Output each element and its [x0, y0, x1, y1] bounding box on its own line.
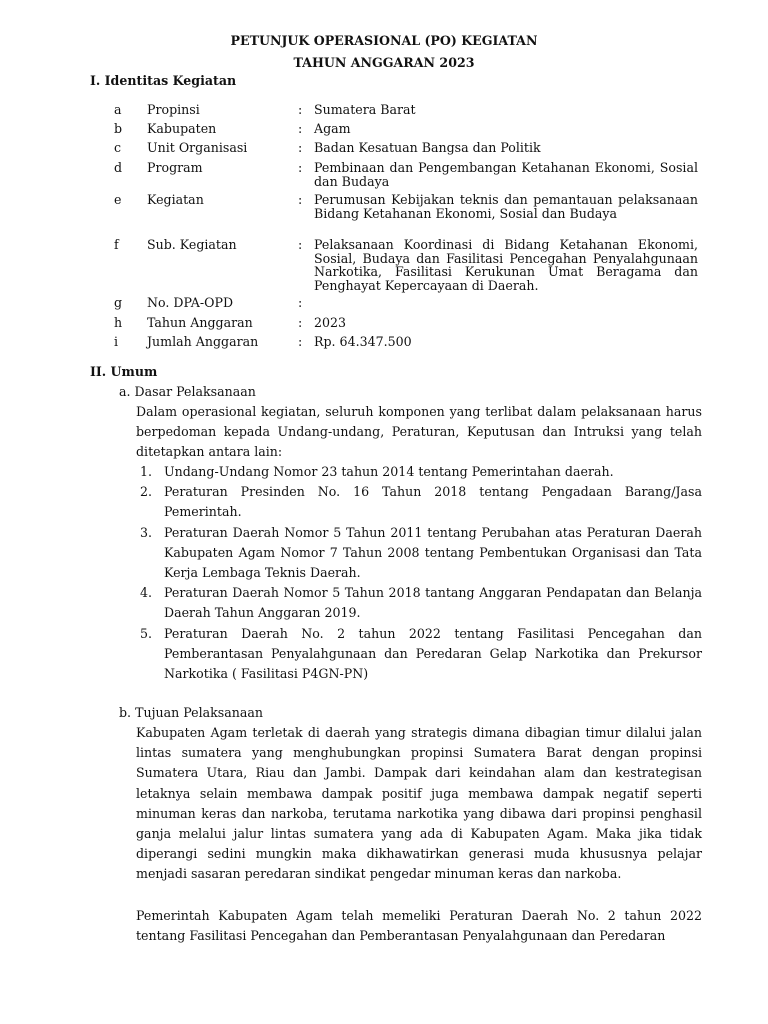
row-colon: : [298, 315, 303, 330]
dasar-intro-paragraph: Dalam operasional kegiatan, seluruh komponen yang terlibat dalam pelaksanaan harus berpedoman kepada Undang-undang, Peraturan, Keputusan dan Intruksi yang telah ditetapkan antara lain: [136, 404, 702, 460]
row-value: Sumatera Barat [314, 102, 416, 117]
row-value: Pembinaan dan Pengembangan Ketahanan Ekonomi, Sosial dan Budaya [314, 160, 698, 189]
list-text: Peraturan Daerah Nomor 5 Tahun 2018 tantang Anggaran Pendapatan dan Belanja Daerah Tahun Anggaran 2019. [164, 585, 702, 621]
subsection-b-heading: b. Tujuan Pelaksanaan [119, 705, 263, 720]
list-text: Undang-Undang Nomor 23 tahun 2014 tentang Pemerintahan daerah. [164, 464, 614, 479]
list-item [136, 482, 702, 522]
row-value: Perumusan Kebijakan teknis dan pemantauan pelaksanaan Bidang Ketahanan Ekonomi, Sosial dan Budaya [314, 192, 698, 221]
row-colon: : [298, 140, 303, 155]
section-1-heading: I. Identitas Kegiatan [90, 73, 237, 88]
list-number: 2. [140, 484, 153, 500]
row-label: Propinsi [147, 102, 200, 117]
row-colon: : [298, 102, 303, 117]
list-number: 5. [140, 625, 153, 641]
row-colon: : [298, 192, 303, 207]
list-item [136, 583, 702, 623]
row-key: i [114, 334, 119, 349]
row-label: No. DPA-OPD [147, 295, 234, 310]
row-key: d [114, 160, 123, 175]
row-value: Pelaksanaan Koordinasi di Bidang Ketahanan Ekonomi, Sosial, Budaya dan Fasilitasi Pencegahan Penyalahgunaan Narkotika, Fasilitasi Kerukunan Umat Beragama dan Penghayat Kepercayaan di Daerah. [314, 237, 698, 293]
tujuan-paragraph-2: Pemerintah Kabupaten Agam telah memeliki Peraturan Daerah No. 2 tahun 2022 tentang Fasilitasi Pencegahan dan Pemberantasan Penyalahgunaan dan Peredaran [136, 908, 702, 944]
row-colon: : [298, 295, 303, 310]
list-text: Peraturan Daerah Nomor 5 Tahun 2011 tentang Perubahan atas Peraturan Daerah Kabupaten Agam Nomor 7 Tahun 2008 tentang Pembentukan Organisasi dan Tata Kerja Lembaga Teknis Daerah. [164, 524, 702, 581]
list-number: 3. [140, 524, 153, 540]
row-label: Unit Organisasi [147, 140, 248, 155]
list-number: 1. [140, 464, 153, 479]
row-label: Kegiatan [147, 192, 204, 207]
row-value: 2023 [314, 315, 347, 330]
row-colon: : [298, 237, 303, 252]
row-key: a [114, 102, 122, 117]
row-key: h [114, 315, 123, 330]
subsection-a-heading: a. Dasar Pelaksanaan [119, 384, 256, 399]
section-2-heading: II. Umum [90, 364, 158, 379]
row-label: Program [147, 160, 203, 175]
row-key: b [114, 121, 123, 136]
document-subtitle: TAHUN ANGGARAN 2023 [293, 55, 475, 70]
row-label: Tahun Anggaran [147, 315, 253, 330]
list-number: 4. [140, 585, 153, 601]
row-value: Rp. 64.347.500 [314, 334, 412, 349]
regulation-list [136, 462, 702, 684]
document-title: PETUNJUK OPERASIONAL (PO) KEGIATAN [230, 33, 538, 48]
row-label: Jumlah Anggaran [147, 334, 259, 349]
row-key: e [114, 192, 122, 207]
row-colon: : [298, 160, 303, 175]
list-item [136, 523, 702, 584]
row-label: Kabupaten [147, 121, 217, 136]
row-key: f [114, 237, 119, 252]
row-key: g [114, 295, 123, 310]
list-item [136, 462, 702, 482]
row-value: Agam [314, 121, 351, 136]
row-value: Badan Kesatuan Bangsa dan Politik [314, 140, 541, 155]
list-text: Peraturan Presinden No. 16 Tahun 2018 tentang Pengadaan Barang/Jasa Pemerintah. [164, 484, 702, 520]
list-text: Peraturan Daerah No. 2 tahun 2022 tentang Fasilitasi Pencegahan dan Pemberantasan Penyalahgunaan dan Peredaran Gelap Narkotika dan Prekursor Narkotika ( Fasilitasi P4GN-PN) [164, 625, 702, 682]
row-key: c [114, 140, 122, 155]
list-item [136, 624, 702, 685]
row-colon: : [298, 121, 303, 136]
row-colon: : [298, 334, 303, 349]
tujuan-paragraph-1: Kabupaten Agam terletak di daerah yang strategis dimana dibagian timur dilalui jalan lintas sumatera yang menghubungkan propinsi Sumatera Barat dengan propinsi Sumatera Utara, Riau dan Jambi. Dampak dari keindahan alam dan kestrategisan letaknya selain membawa dampak positif juga membawa dampak negatif seperti minuman keras dan narkoba, terutama narkotika yang dibawa dari propinsi penghasil ganja melalui jalur lintas sumatera yang ada di Kabupaten Agam. Maka jika tidak diperangi sedini mungkin maka dikhawatirkan generasi muda khususnya pelajar menjadi sasaran peredaran sindikat pengedar minuman keras dan narkoba. [136, 725, 702, 882]
row-label: Sub. Kegiatan [147, 237, 237, 252]
